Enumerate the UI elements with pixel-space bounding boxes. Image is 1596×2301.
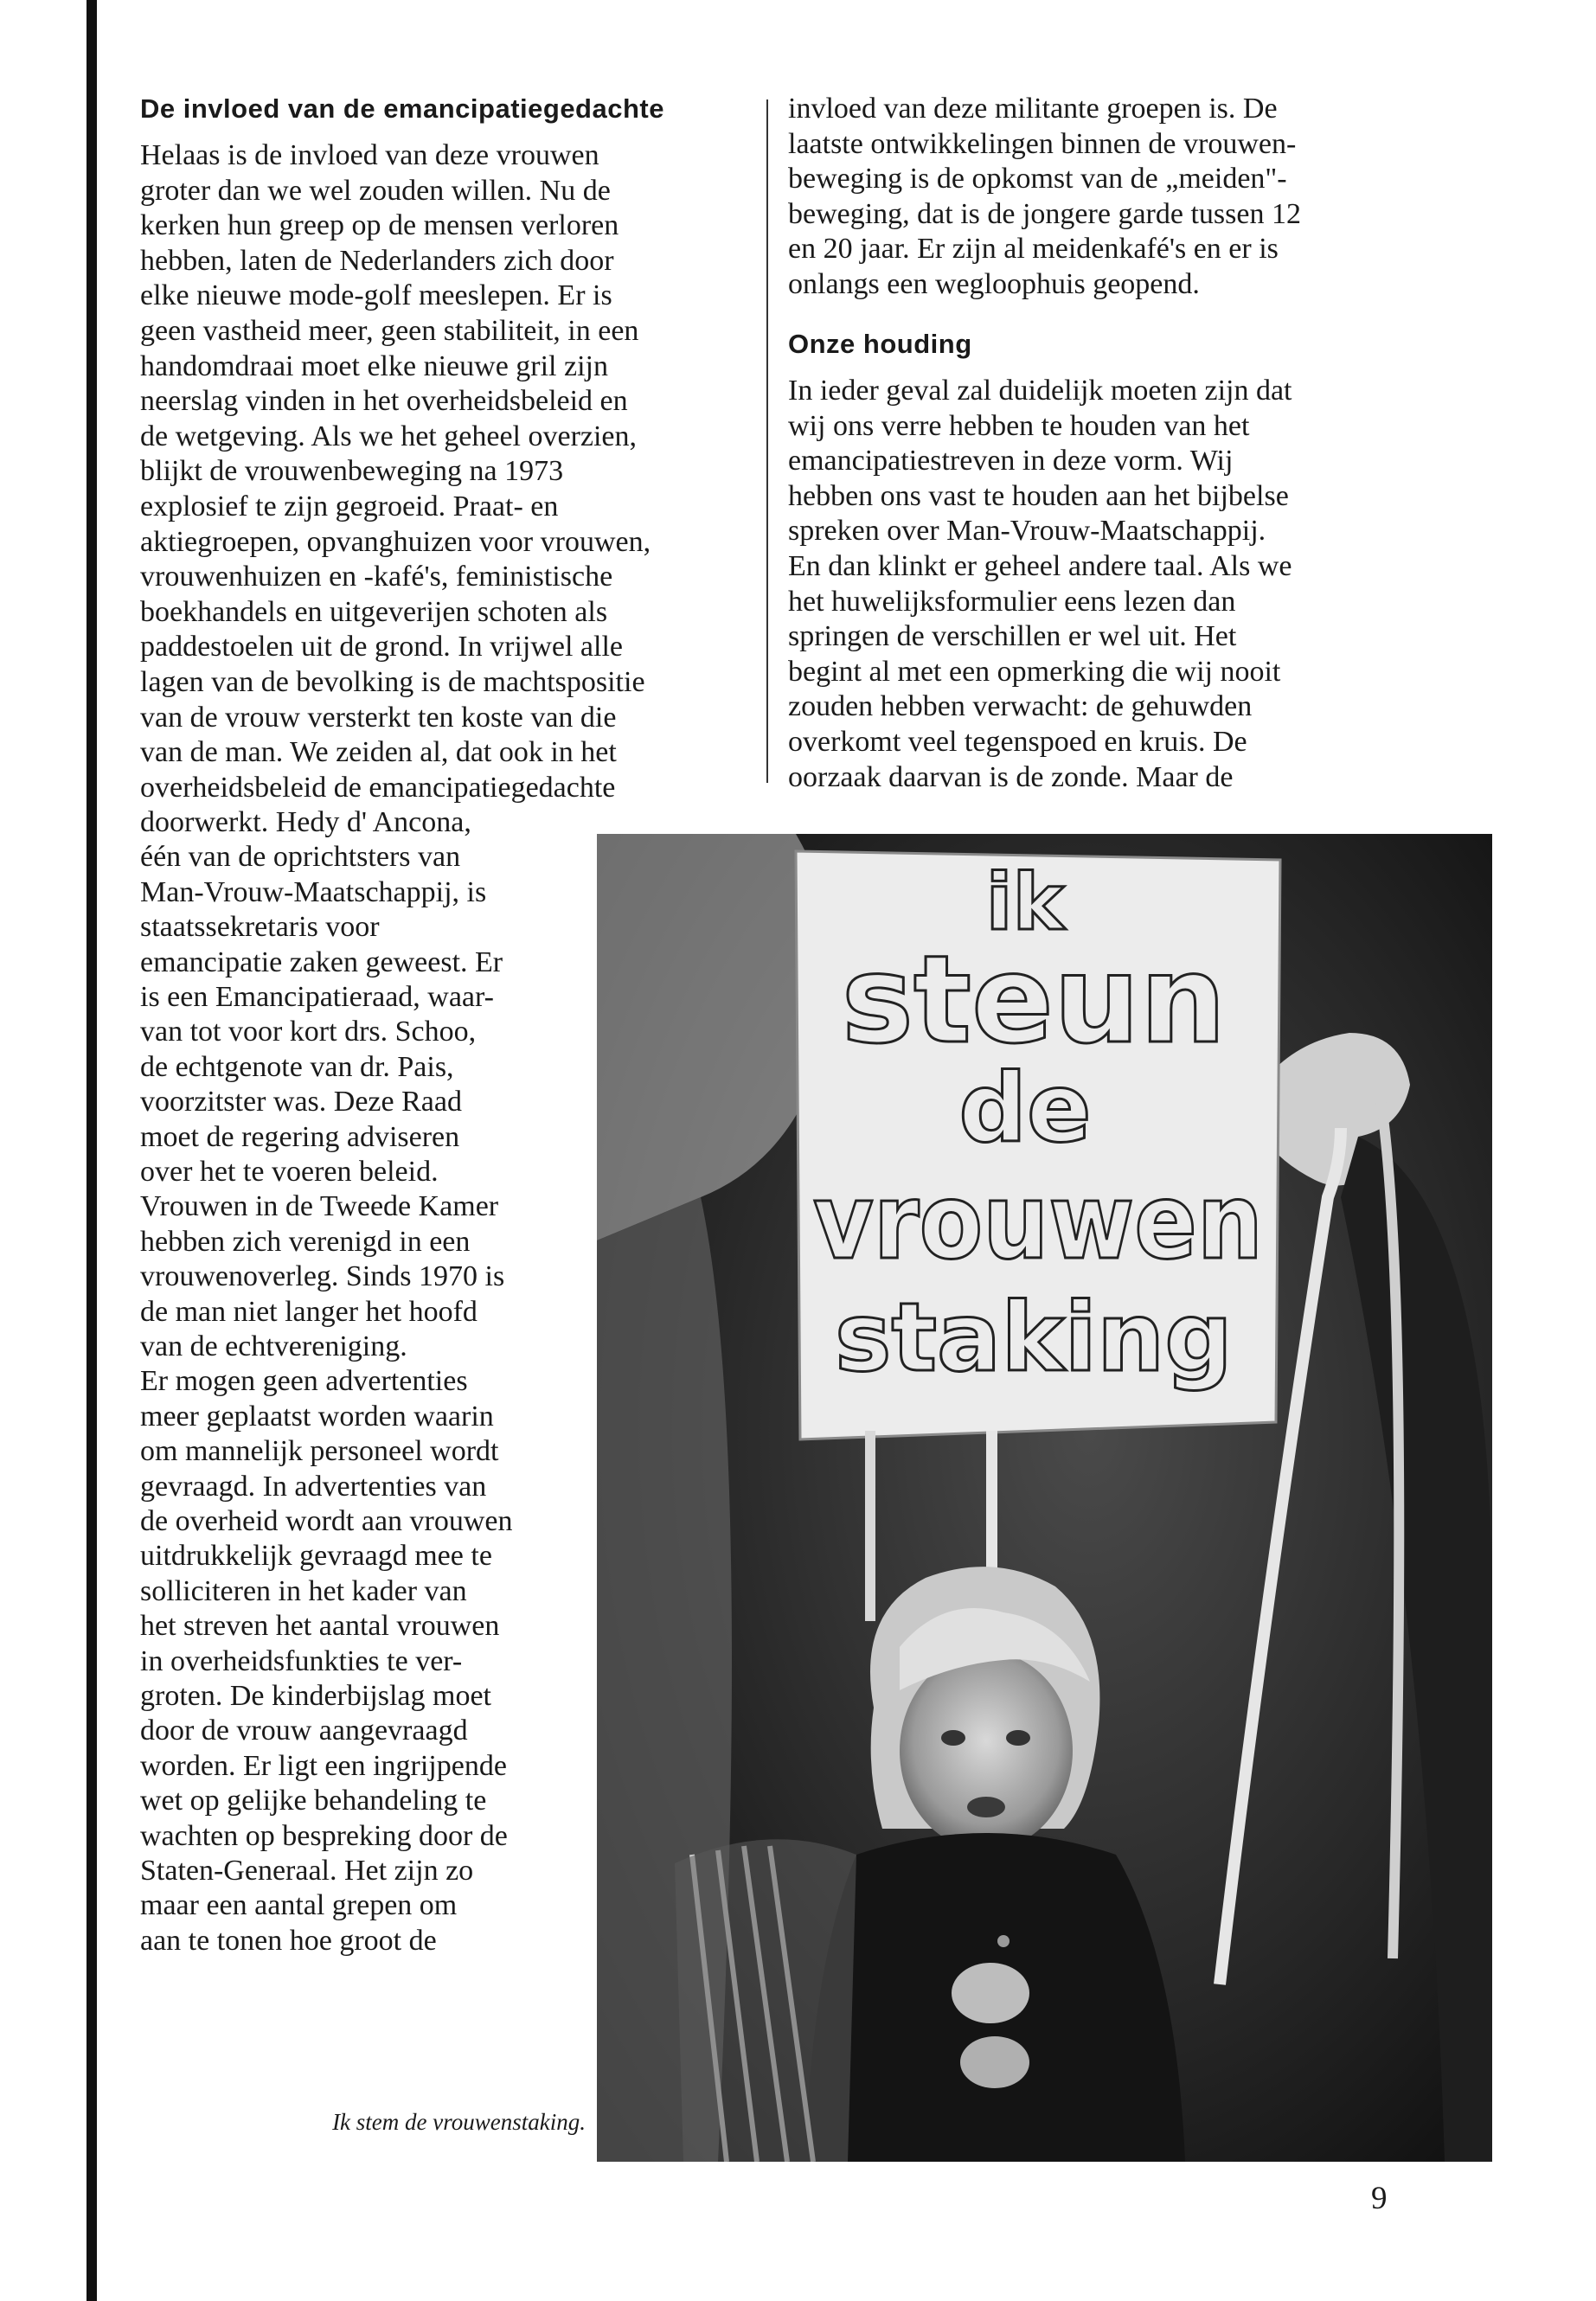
protest-photo [597, 834, 1492, 2162]
col2-line: beweging is de opkomst van de „meiden"- [788, 163, 1287, 195]
col1-narrow-line: vrouwenoverleg. Sinds 1970 is [140, 1260, 505, 1293]
col1-narrow-line: groten. De kinderbijslag moet [140, 1680, 492, 1712]
col2-attitude-line: wij ons verre hebben te houden van het [788, 409, 1250, 442]
col1-narrow-line: de man niet langer het hoofd [140, 1295, 478, 1328]
col1-narrow-line: doorwerkt. Hedy d' Ancona, [140, 806, 471, 838]
col2-line: invloed van deze militante groepen is. De [788, 93, 1278, 125]
col2-attitude-line: het huwelijksformulier eens lezen dan [788, 585, 1236, 618]
col2-attitude-line: spreken over Man-Vrouw-Maatschappij. [788, 515, 1266, 548]
sign-line-1: ik [985, 857, 1065, 948]
col2-attitude-line: oorzaak daarvan is de zonde. Maar de [788, 760, 1234, 793]
col2-attitude-line: overkomt veel tegenspoed en kruis. De [788, 726, 1247, 758]
col1-line: blijkt de vrouwenbeweging na 1973 [140, 455, 564, 488]
col1-narrow-line: wet op gelijke behandeling te [140, 1785, 487, 1817]
col2-attitude-line: begint al met een opmerking die wij nooit [788, 655, 1281, 688]
column-divider [766, 99, 768, 783]
col1-line: boekhandels en uitgeverijen schoten als [140, 595, 608, 628]
col1-narrow-line: maar een aantal grepen om [140, 1889, 458, 1922]
section-heading-emancipation: De invloed van de emancipatiegedachte [140, 93, 664, 124]
col1-narrow-line: het streven het aantal vrouwen [140, 1610, 500, 1643]
col1-narrow-line: van de echtvereniging. [140, 1330, 407, 1362]
col1-line: Helaas is de invloed van deze vrouwen [140, 139, 599, 171]
col2-line: onlangs een wegloophuis geopend. [788, 268, 1200, 300]
col1-narrow-line: emancipatie zaken geweest. Er [140, 945, 503, 978]
col2-line: en 20 jaar. Er zijn al meidenkafé's en er is [788, 233, 1279, 266]
left-margin-bar [87, 0, 97, 2301]
col1-line: van de vrouw versterkt ten koste van die [140, 701, 617, 734]
col1-narrow-line: hebben zich verenigd in een [140, 1225, 471, 1258]
col1-narrow-line: de overheid wordt aan vrouwen [140, 1505, 513, 1537]
col1-narrow-line: door de vrouw aangevraagd [140, 1715, 468, 1747]
col1-narrow-line: Staten-Generaal. Het zijn zo [140, 1855, 474, 1887]
col2-attitude-line: In ieder geval zal duidelijk moeten zijn dat [788, 375, 1292, 407]
col1-narrow-line: in overheidsfunkties te ver- [140, 1644, 463, 1677]
col1-narrow-line: moet de regering adviseren [140, 1120, 460, 1153]
col1-narrow-line: worden. Er ligt een ingrijpende [140, 1749, 507, 1782]
col1-line: aktiegroepen, opvanghuizen voor vrouwen, [140, 525, 651, 558]
col1-line: elke nieuwe mode-golf meeslepen. Er is [140, 279, 612, 312]
col1-narrow-line: voorzitster was. Deze Raad [140, 1086, 462, 1118]
col1-narrow-line: Vrouwen in de Tweede Kamer [140, 1190, 499, 1223]
col2-attitude-line: hebben ons vast te houden aan het bijbelse [788, 479, 1289, 512]
sign-line-5: staking [835, 1282, 1233, 1393]
col1-narrow-line: staatssekretaris voor [140, 911, 380, 944]
col1-narrow-line: uitdrukkelijk gevraagd mee te [140, 1540, 492, 1573]
col1-line: hebben, laten de Nederlanders zich door [140, 244, 614, 277]
col1-narrow-line: aan te tonen hoe groot de [140, 1924, 437, 1957]
sign-line-3: de [958, 1053, 1092, 1163]
col1-line: van de man. We zeiden al, dat ook in het [140, 736, 617, 769]
col1-line: explosief te zijn gegroeid. Praat- en [140, 490, 559, 522]
col1-line: lagen van de bevolking is de machtspositie [140, 666, 645, 698]
sign-line-2: steun [841, 930, 1227, 1071]
col1-narrow-line: gevraagd. In advertenties van [140, 1470, 487, 1503]
col1-line: geen vastheid meer, geen stabiliteit, in een [140, 315, 639, 347]
col1-narrow-line: meer geplaatst worden waarin [140, 1400, 494, 1433]
col2-attitude-line: En dan klinkt er geheel andere taal. Als we [788, 550, 1292, 582]
col1-line: handomdraai moet elke nieuwe gril zijn [140, 349, 608, 382]
col1-narrow-line: Man-Vrouw-Maatschappij, is [140, 875, 487, 908]
col1-line: de wetgeving. Als we het geheel overzien, [140, 420, 638, 452]
col1-line: kerken hun greep op de mensen verloren [140, 209, 619, 242]
col2-attitude-line: emancipatiestreven in deze vorm. Wij [788, 445, 1234, 478]
section-heading-our-attitude: Onze houding [788, 329, 972, 359]
col1-line: paddestoelen uit de grond. In vrijwel alle [140, 631, 623, 663]
col1-narrow-line: Er mogen geen advertenties [140, 1365, 468, 1398]
col1-line: neerslag vinden in het overheidsbeleid en [140, 385, 628, 418]
col1-narrow-line: wachten op bespreking door de [140, 1819, 508, 1852]
col2-line: beweging, dat is de jongere garde tussen 12 [788, 197, 1301, 230]
col1-narrow-line: solliciteren in het kader van [140, 1574, 467, 1607]
col2-attitude-line: springen de verschillen er wel uit. Het [788, 620, 1237, 653]
photo-caption: Ik stem de vrouwenstaking. [332, 2109, 586, 2135]
col1-narrow-line: over het te voeren beleid. [140, 1156, 439, 1188]
col1-narrow-line: is een Emancipatieraad, waar- [140, 981, 494, 1013]
page-number: 9 [1371, 2181, 1388, 2216]
col1-narrow-line: van tot voor kort drs. Schoo, [140, 1016, 477, 1048]
col1-line: vrouwenhuizen en -kafé's, feministische [140, 561, 613, 593]
col2-attitude-line: zouden hebben verwacht: de gehuwden [788, 690, 1253, 723]
col2-line: laatste ontwikkelingen binnen de vrouwen- [788, 127, 1297, 160]
col1-narrow-line: één van de oprichtsters van [140, 841, 461, 874]
sign-line-4: vrouwen [813, 1163, 1263, 1283]
col1-narrow-line: de echtgenote van dr. Pais, [140, 1050, 454, 1083]
col1-line: groter dan we wel zouden willen. Nu de [140, 174, 611, 207]
col1-line: overheidsbeleid de emancipatiegedachte [140, 771, 616, 804]
col1-narrow-line: om mannelijk personeel wordt [140, 1435, 499, 1468]
